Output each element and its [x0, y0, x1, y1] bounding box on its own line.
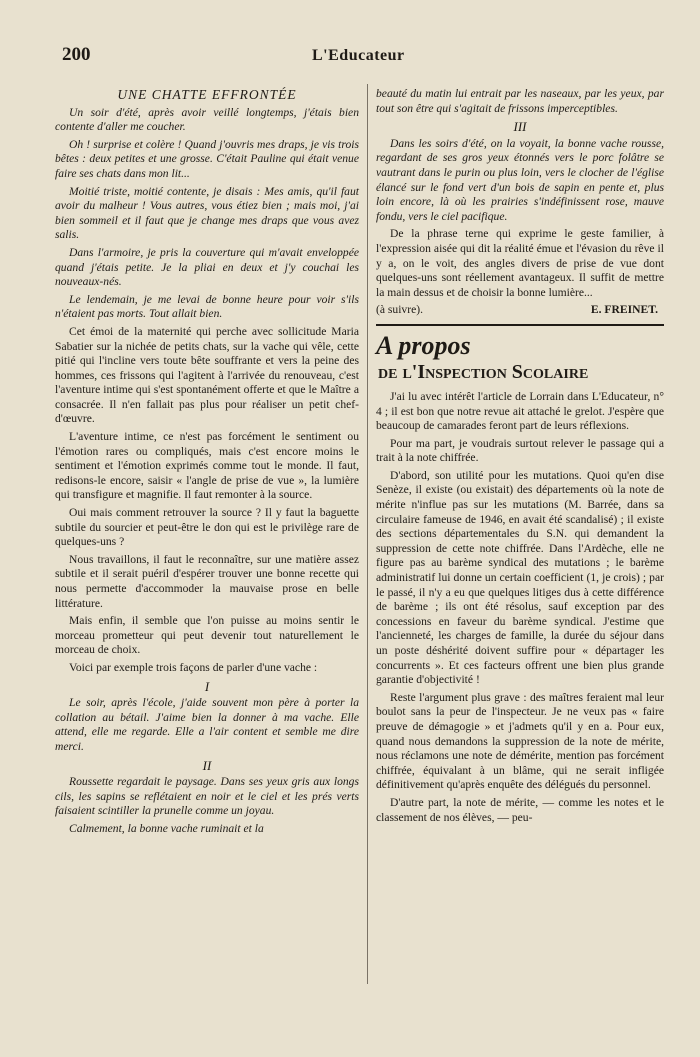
article-paragraph: Pour ma part, je voudrais surtout relever le passage qui a trait à la note chiffrée. [376, 436, 664, 465]
continued-note: (à suivre). [376, 303, 423, 317]
page-header [62, 44, 660, 74]
right-column [376, 87, 664, 828]
commentary-paragraph: Nous travaillons, il faut le reconnaître, sur une matière assez subtile et il serait puéril d'espérer trouver une bonne recette qui nous permette d'accommoder la mauvaise prose en belle littérature. [55, 552, 359, 610]
author-name: E. FREINET. [590, 303, 658, 317]
column-divider [367, 84, 368, 984]
section-numeral: II [202, 757, 212, 773]
article-subtitle: de l'Inspection Scolaire [378, 360, 589, 383]
child-text-paragraph: Le lendemain, je me levai de bonne heure pour voir s'ils n'étaient pas morts. Tout allait bien. [55, 292, 359, 321]
article-paragraph: D'abord, son utilité pour les mutations. Quoi qu'en dise Senèze, il existe (ou existait) des départements où la note de mérite n'influe pas sur les mutations (M. Barrée, dans sa circulaire fameuse de 1946, en avait été scandalisé) ; il existe des sections départementales du S.N. qui demandent la suppression de cette note chiffrée. Dans l'Ardèche, elle ne figure pas au barème syndical des mutations ; le barème administratif lui donne un certain coefficient (1, je crois) ; par le passé, il n'y a eu que quelques litiges dus à cette différence de barème ; ils ont été résolus, sauf exception par des concessions en faveur du barème syndical. J'estime que l'ancienneté, les charges de famille, la durée du séjour dans un poste déshérité doivent suffire pour « départager les concurrents ». Et ces facteurs offrent une bien plus grande garantie d'objectivité ! [376, 468, 664, 687]
page-number: 200 [62, 44, 91, 65]
article-paragraph: J'ai lu avec intérêt l'article de Lorrain dans L'Educateur, n° 4 ; il est bon que notre revue ait attaché le grelot. J'espère que beaucoup de camarades feront part de leurs réflexions. [376, 389, 664, 433]
commentary-paragraph: Cet émoi de la maternité qui perche avec sollicitude Maria Sabatier sur la nichée de petits chats, sur la vache qui vêle, cette pitié qui l'incline vers toute bête souffrante et vers la peine des hommes, ces frissons qui l'agitent à l'arrivée du renouveau, c'est l'aventure intime qui s'est spontanément offerte et que le Maître a consacrée. Il n'en fallait pas plus pour réaliser un petit chef-d'œuvre. [55, 324, 359, 426]
signature-line [376, 303, 664, 318]
section-numeral: I [204, 678, 210, 694]
commentary-paragraph: L'aventure intime, ce n'est pas forcément le sentiment ou l'émotion rares ou compliqués, mais c'est encore moins le sentiment et l'émotion exprimés comme tout le monde. Il faut, redisons-le encore, saisir « l'angle de prise de vue », la lumière qui transfigure et magnifie. Il faut remonter à la source. [55, 430, 359, 502]
child-text-paragraph: Un soir d'été, après avoir veillé longtemps, j'étais bien contente d'aller me coucher. [55, 105, 359, 134]
example-paragraph: Dans les soirs d'été, on la voyait, la bonne vache rousse, regardant de ses gros yeux étonnés vers le porc folâtre se vautrant dans le purin ou plus loin, vers le clocher de l'église élancé sur le fond vert d'un bois de sapin en pente et, plus loin encore, là où les prairies s'indéfinissent rose, mauve fondu, vers le ciel pacifique. [376, 136, 664, 223]
article-paragraph: D'autre part, la note de mérite, — comme les notes et le classement de nos élèves, — peu- [376, 795, 664, 824]
example-paragraph: beauté du matin lui entrait par les naseaux, par les yeux, par tout son être qui s'agitait de frissons imperceptibles. [376, 87, 664, 115]
commentary-paragraph: De la phrase terne qui exprime le geste familier, à l'expression aisée qui dit la réalité émue et l'évasion du rêve il y a, on le voit, des angles divers de prise de vue dont quelques-uns sont réellement avantageux. Il suffit de mettre la main dessus et de choisir la bonne lumière... [376, 227, 664, 299]
example-paragraph: Roussette regardait le paysage. Dans ses yeux gris aux longs cils, les sapins se reflétaient en noir et le ciel et les prés verts faisaient scintiller la prunelle comme un joyau. [55, 775, 359, 818]
commentary-paragraph: Mais enfin, il semble que l'on puisse au moins sentir le morceau prometteur qui peut devenir tout naturellement le morceau de choix. [55, 614, 359, 657]
commentary-paragraph: Voici par exemple trois façons de parler d'une vache : [69, 660, 318, 674]
example-paragraph: Calmement, la bonne vache ruminait et la [69, 821, 264, 835]
left-column [55, 88, 359, 840]
child-text-paragraph: Dans l'armoire, je pris la couverture qui m'avait enveloppée quand j'étais petite. Je la pliai en deux et j'y couchai les nouveaux-nés. [55, 245, 359, 289]
child-text-paragraph: Moitié triste, moitié contente, je disais : Mes amis, qu'il faut avoir du malheur ! Vous autres, vous étiez bien ; mais moi, j'ai bien sommeil et il faut que je change mes draps que vous avez salis. [55, 184, 359, 242]
example-paragraph: Le soir, après l'école, j'aide souvent mon père à porter la collation au bétail. J'aime bien la donner à ma vache. Elle attend, elle me regarde. Elle a l'air content et semble me dire merci. [55, 696, 359, 753]
poem-title: UNE CHATTE EFFRONTÉE [117, 87, 297, 102]
section-numeral: III [513, 119, 527, 135]
section-rule [376, 324, 664, 326]
child-text-paragraph: Oh ! surprise et colère ! Quand j'ouvris mes draps, je vis trois bêtes : deux petites et une grosse. C'était Pauline qui était venue faire ses chats dans mon lit... [55, 137, 359, 180]
article-title: A propos [376, 330, 471, 360]
running-title: L'Educateur [312, 47, 405, 64]
commentary-paragraph: Oui mais comment retrouver la source ? Il y faut la baguette subtile du sourcier et peut-être le don qui est le privilège rare de quelques-uns ? [55, 506, 359, 549]
article-paragraph: Reste l'argument plus grave : des maîtres feraient mal leur boulot sans la peur de l'inspecteur. Je ne veux pas « faire preuve de démagogie » et j'admets qu'il y en a. Pour eux, quand nous demandons la suppression de la note de mérite, nous réclamons une note de démérite, mention pas forcément chiffrée, équivalant à un blâme, qui ne serait infligée définitivement qu'après enquête des délégués du personnel. [376, 690, 664, 792]
